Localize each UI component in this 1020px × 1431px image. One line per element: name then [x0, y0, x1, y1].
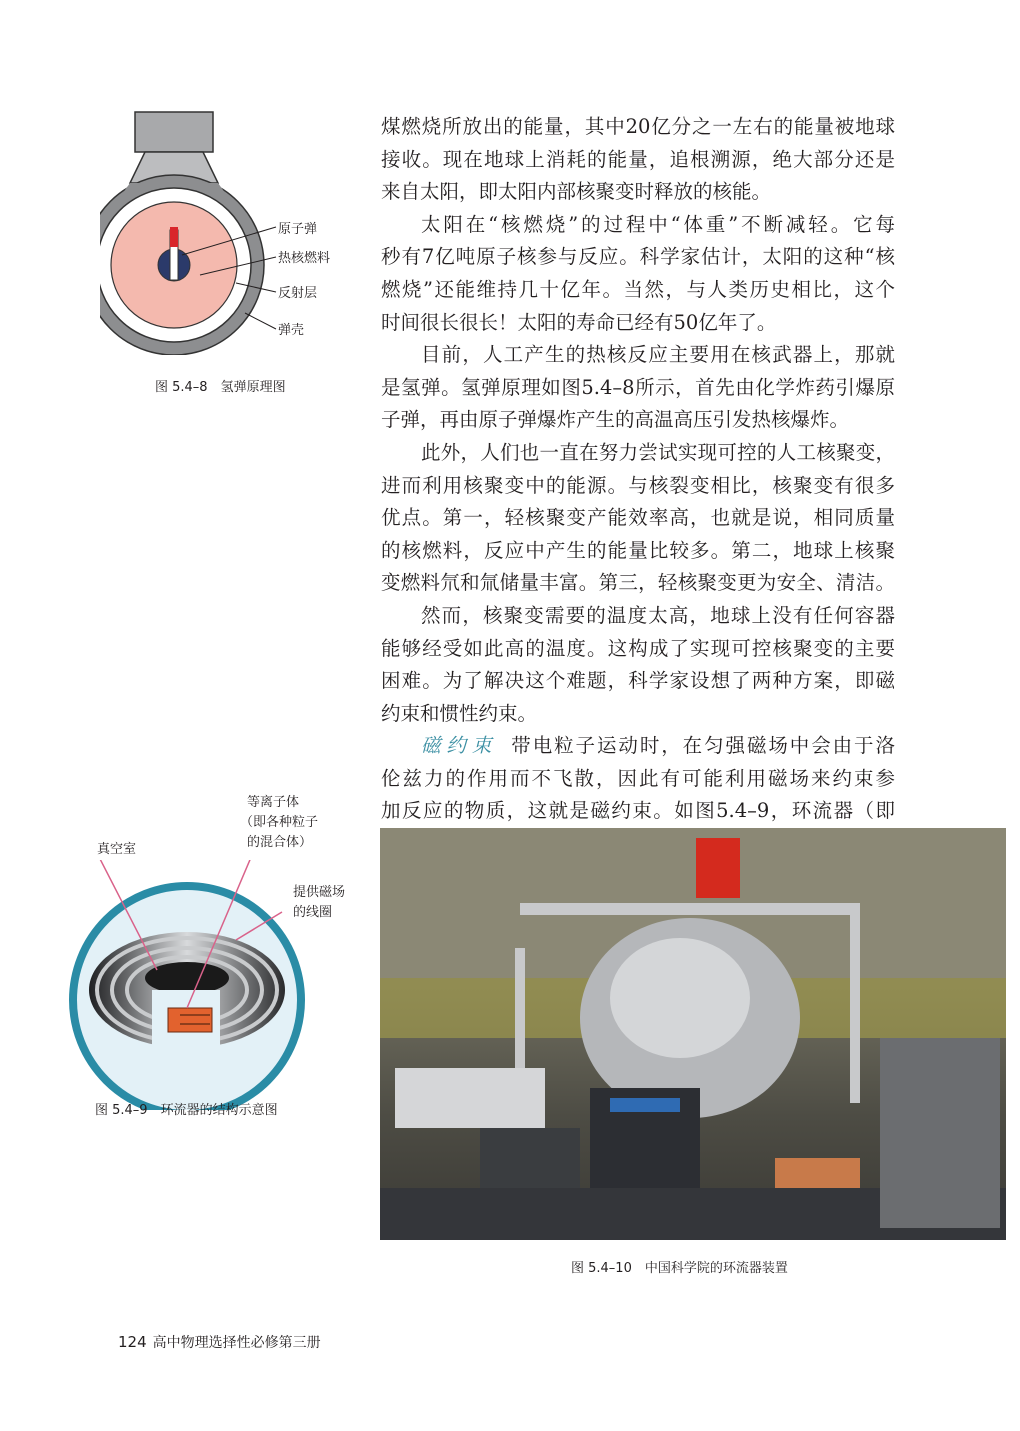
tokamak-facility-photo [380, 828, 1006, 1240]
text-line: 然而，核聚变需要的温度太高，地球上没有任何容器 [421, 603, 895, 627]
paragraph [381, 209, 895, 339]
label-casing: 弹壳 [278, 323, 305, 338]
text-line: 目前，人工产生的热核反应主要用在核武器上，那就 [421, 343, 895, 367]
text-line: 来自太阳，即太阳内部核聚变时释放的核能。 [381, 180, 772, 204]
figure-5-4-9-caption: 图 5.4–9 环流器的结构示意图 [95, 1103, 278, 1118]
paragraph [381, 339, 895, 437]
text-line: 时间很长很长！太阳的寿命已经有50亿年了。 [381, 310, 777, 334]
label-reflector-layer: 反射层 [278, 286, 318, 301]
text-line: 太阳在“核燃烧”的过程中“体重”不断减轻。它每 [421, 212, 895, 236]
label-plasma-note: （即各种粒子 [240, 815, 319, 830]
paragraph-magnetic-confinement [381, 730, 895, 828]
paragraph [381, 111, 895, 209]
label-thermonuclear-fuel: 热核燃料 [278, 251, 331, 266]
page-footer [118, 1332, 321, 1352]
text-line: 优点。第一，轻核聚变产能效率高，也就是说，相同质量 [381, 506, 895, 530]
text-line: 此外，人们也一直在努力尝试实现可控的人工核聚变， [421, 440, 895, 464]
label-magnetic-coil-2: 的线圈 [293, 905, 333, 920]
text-line: 进而利用核聚变中的能源。与核裂变相比，核聚变有很多 [381, 473, 895, 497]
paragraph [381, 600, 895, 730]
figure-hydrogen-bomb [100, 105, 360, 355]
page-number: 124 [118, 1333, 147, 1351]
text-line: 燃烧”还能维持几十亿年。当然，与人类历史相比，这个 [381, 277, 895, 301]
flag-icon [696, 838, 740, 898]
tokamak-diagram [60, 860, 320, 1110]
label-plasma: 等离子体 [247, 795, 300, 810]
book-title: 高中物理选择性必修第三册 [152, 1335, 321, 1351]
body-text [381, 111, 895, 828]
photo-illustration [380, 828, 1006, 1240]
text-line: 子弹，再由原子弹爆炸产生的高温高压引发热核爆炸。 [381, 408, 850, 432]
label-atomic-bomb: 原子弹 [278, 222, 318, 237]
label-vacuum-chamber: 真空室 [97, 842, 137, 857]
text-line: 接收。现在地球上消耗的能量，追根溯源，绝大部分还是 [381, 147, 895, 171]
label-magnetic-coil: 提供磁场 [293, 885, 346, 900]
figure-tokamak-structure [60, 860, 320, 1110]
text-line: 秒有7亿吨原子核参与反应。科学家估计，太阳的这种“核 [381, 245, 895, 269]
text-line: 变燃料氘和氚储量丰富。第三，轻核聚变更为安全、清洁。 [381, 571, 895, 595]
hydrogen-bomb-diagram [100, 105, 360, 355]
text-line: 约束和惯性约束。 [381, 701, 538, 725]
paragraph [381, 437, 895, 600]
text-span: 带电粒子运动时，在匀强磁场中会由于洛 [511, 734, 895, 758]
text-line: 加反应的物质，这就是磁约束。如图5.4–9，环流器（即 [381, 799, 895, 823]
label-plasma-note-2: 的混合体） [247, 835, 313, 850]
text-line: 困难。为了解决这个难题，科学家设想了两种方案，即磁 [381, 669, 895, 693]
text-line: 能够经受如此高的温度。这构成了实现可控核聚变的主要 [381, 636, 895, 660]
text-line: 伦兹力的作用而不飞散，因此有可能利用磁场来约束参 [381, 766, 895, 790]
keyword-magnetic-confinement: 磁约束 [421, 734, 498, 758]
figure-5-4-10-caption: 图 5.4–10 中国科学院的环流器装置 [571, 1261, 788, 1276]
text-line: 的核燃料，反应中产生的能量比较多。第二，地球上核聚 [381, 538, 895, 562]
text-line: 煤燃烧所放出的能量，其中20亿分之一左右的能量被地球 [381, 115, 895, 138]
figure-5-4-8-caption: 图 5.4–8 氢弹原理图 [155, 380, 286, 395]
text-line: 是氢弹。氢弹原理如图5.4–8所示，首先由化学炸药引爆原 [381, 375, 895, 399]
text-line [381, 730, 895, 763]
